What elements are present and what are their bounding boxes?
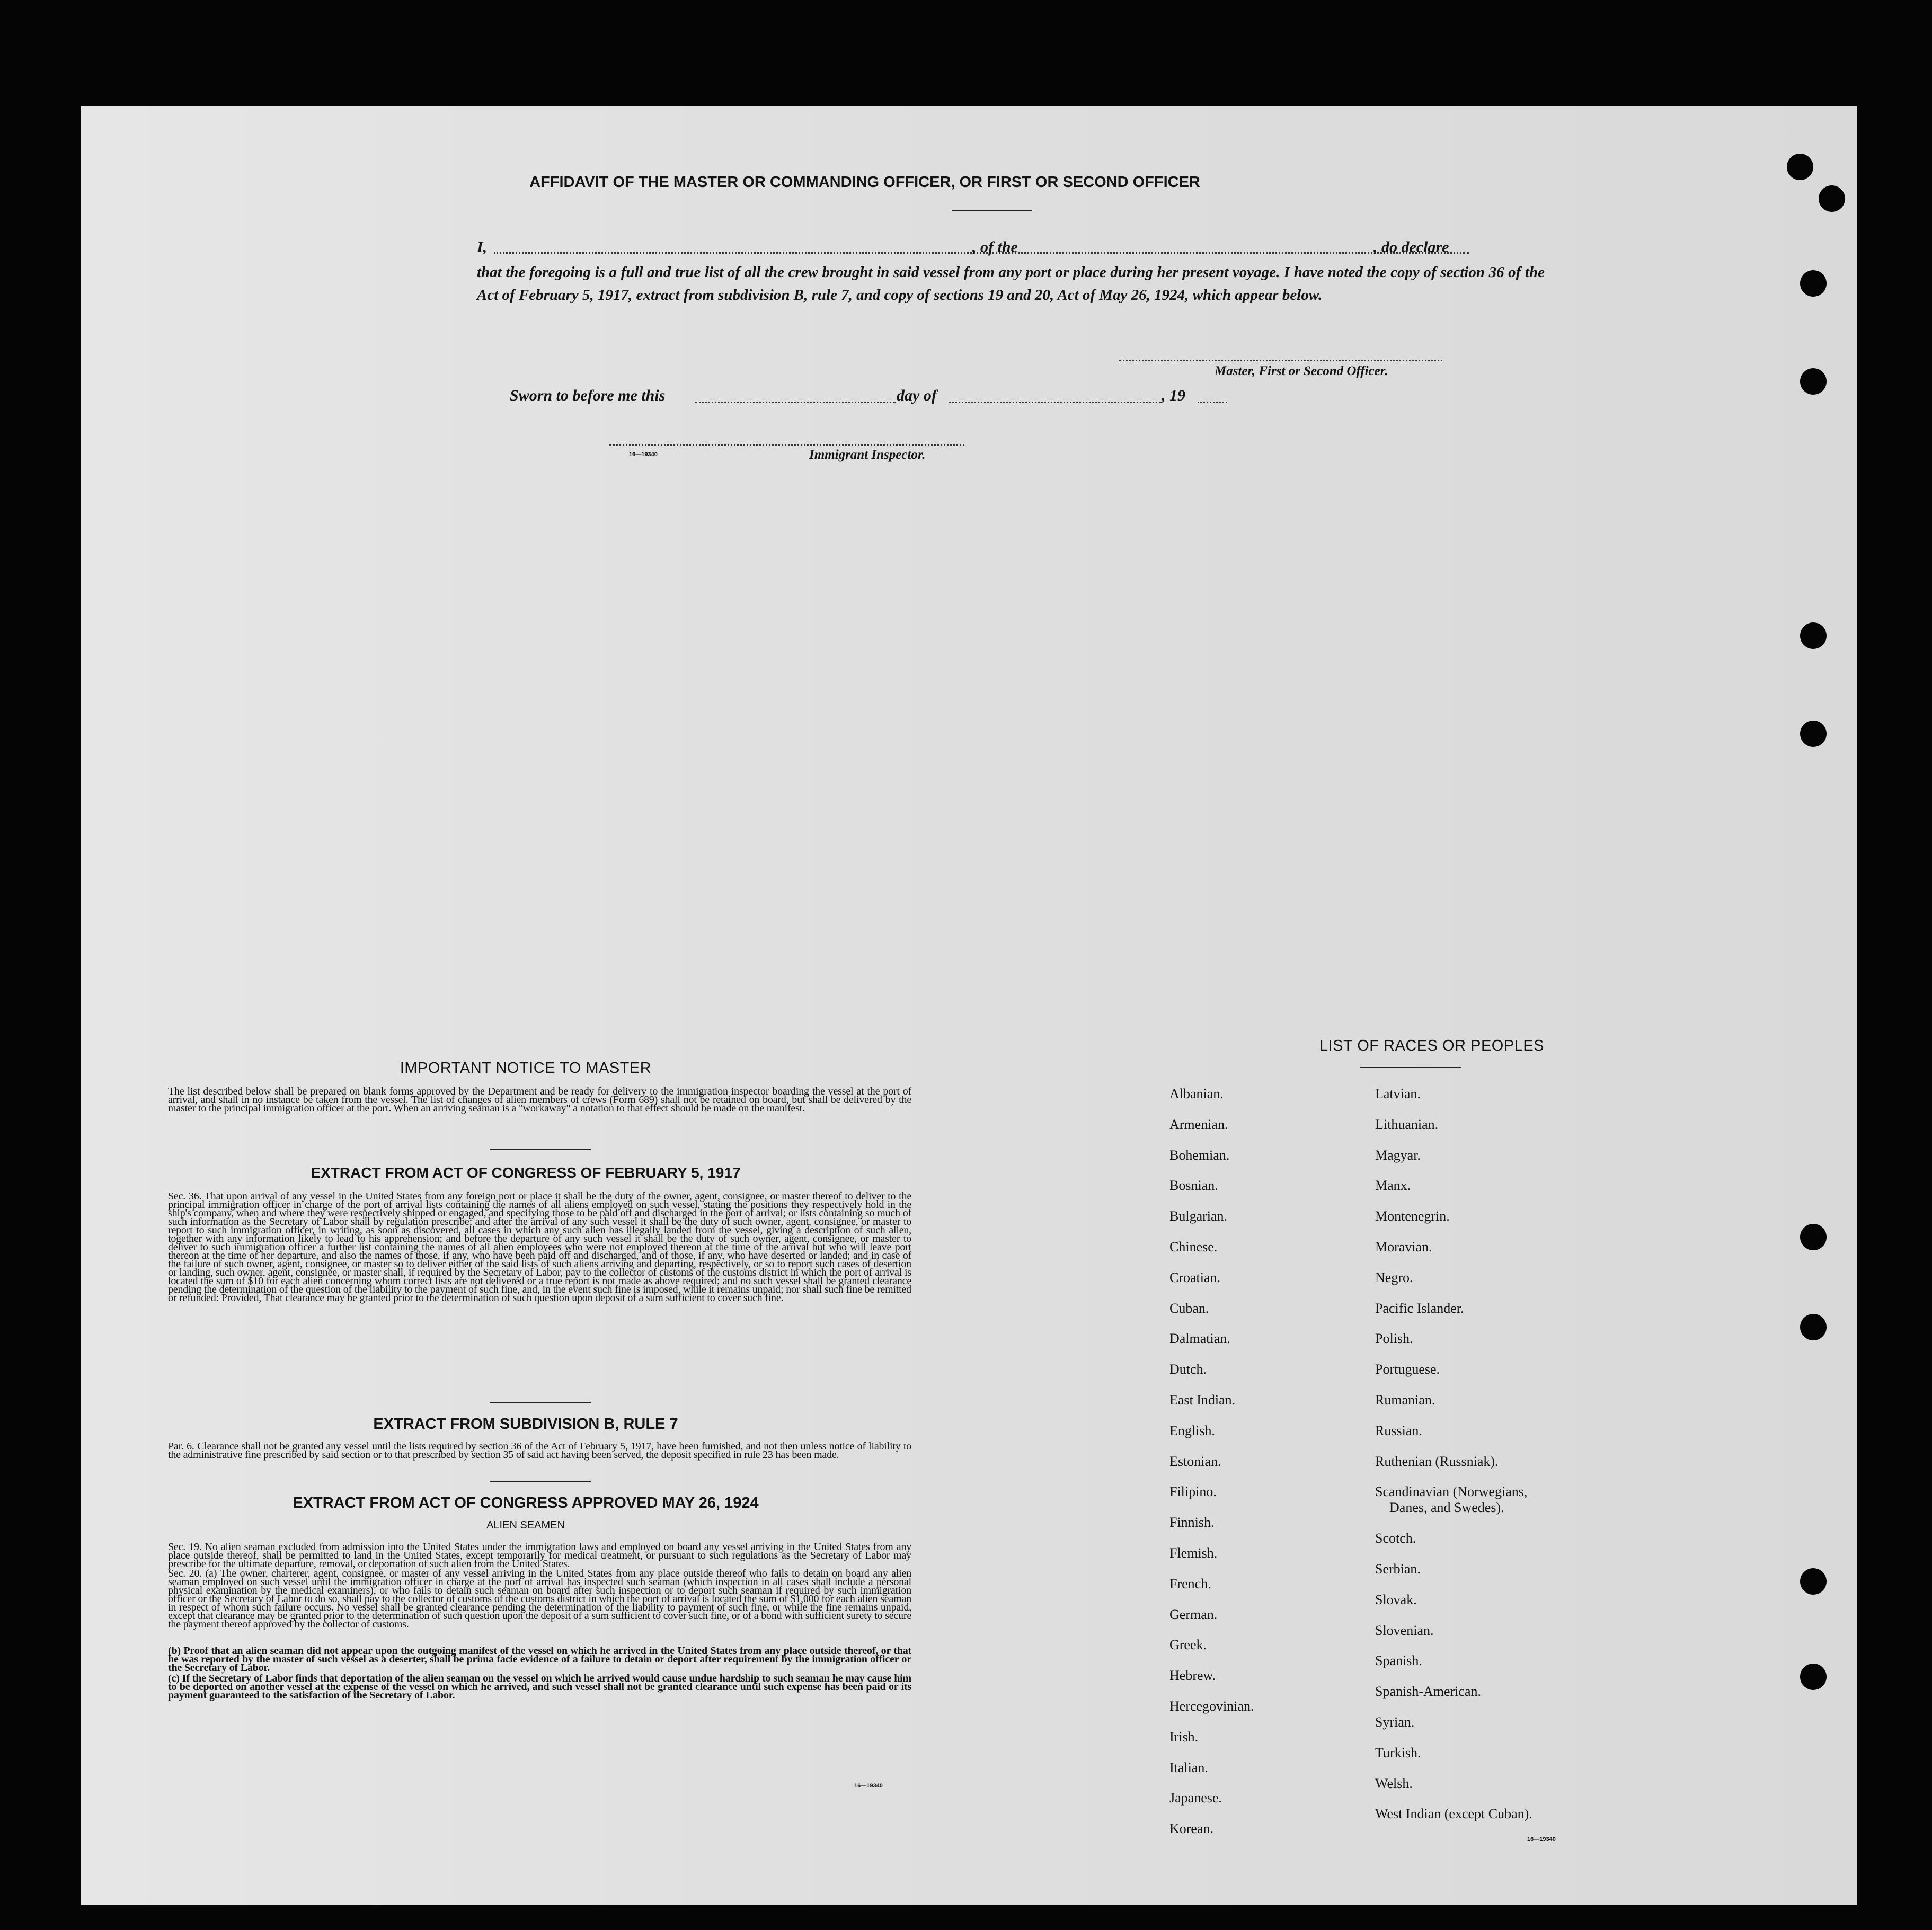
- form-number: 16—19340: [854, 1783, 883, 1789]
- sec-20c-text: (c) If the Secretary of Labor finds that deportation of the alien seaman on the vessel on which he arrived would cause undue hardship to such seaman he may cause him to be deported on another vessel at the expense of the vessel on which he arrived, and such vessel shall not be granted clearance until such expense has been paid or its payment guaranteed to the satisfaction of the Secretary of Labor.: [168, 1673, 911, 1701]
- race-item: Rumanian.: [1375, 1392, 1435, 1408]
- month-field[interactable]: [949, 402, 1162, 403]
- race-item: Portuguese.: [1375, 1362, 1440, 1377]
- affidavit-body: that the foregoing is a full and true list of all the crew brought in said vessel from any port or place during her present voyage. I have noted the copy of section 36 of the Act of February 5, 1917, extract from subdivision B, rule 7, and copy of sections 19 and 20, Act of May 26, 1924, which appear below.: [477, 264, 1545, 304]
- races-title: LIST OF RACES OR PEOPLES: [1319, 1037, 1545, 1054]
- race-item: Manx.: [1375, 1178, 1411, 1194]
- form-number: 16—19340: [629, 451, 658, 458]
- inspector-line[interactable]: [609, 444, 964, 446]
- race-item: English.: [1169, 1422, 1215, 1438]
- race-item: Dalmatian.: [1169, 1331, 1230, 1347]
- punch-hole: [1819, 185, 1845, 212]
- race-item: Croatian.: [1169, 1269, 1221, 1285]
- race-item: Turkish.: [1375, 1745, 1421, 1760]
- sec-20b-text: (b) Proof that an alien seaman did not appear upon the outgoing manifest of the vessel on which he arrived in the United States from any place outside thereof, or that he was reported by the master of such vessel as a deserter, shall be prima facie evidence of a failure to detain or deport after requirement by the immigration officer or the Secretary of Labor.: [168, 1645, 911, 1674]
- race-item: Cuban.: [1169, 1300, 1209, 1316]
- race-item: Italian.: [1169, 1759, 1208, 1775]
- extract-1917-text: Sec. 36. That upon arrival of any vessel in the United States from any foreign port or place it shall be the duty of the owner, agent, consignee, or master thereof to deliver to the principal immigration officer in charge of the port of arrival lists containing the names of all aliens employed on such vessel, stating the positions they respectively hold in the ship's company, when and where they were respectively shipped or engaged, and specifying those to be paid off and discharged in the port of arrival; or lists containing so much of such information as the Secretary of Labor shall by regulation prescribe; and after the arrival of any such vessel it shall be the duty of such owner, agent, consignee, or master to report to such immigration officer, in writing, as soon as discovered, all cases in which any such alien has illegally landed from the vessel, giving a description of such alien, together with any information likely to lead to his apprehension; and before the departure of any such vessel it shall be the duty of such owner, agent, consignee, or master to deliver to such immigration officer a further list containing the names of all alien employees who were not employed thereon at the time of the arrival but who will leave port thereon at the time of her departure, and also the names of those, if any, who have been paid off and discharged, and of those, if any, who have deserted or landed; and in case of the failure of such owner, agent, consignee, or master so to deliver either of the said lists of such aliens arriving and departing, respectively, or so to report such cases of desertion or landing, such owner, agent, consignee, or master shall, if required by the Secretary of Labor, pay to the collector of customs of the customs district in which the port of arrival is located the sum of $10 for each alien concerning whom correct lists are not delivered or a true report is not made as above required; and no such vessel shall be granted clearance pending the determination of the question of the liability to the payment of such fine, and, in the event such fine is imposed, while it remains unpaid; nor shall such fine be remitted or refunded: Provided, That clearance may be granted prior to the determination of such question upon deposit of a sum sufficient to cover such fine.: [168, 1190, 911, 1304]
- declare-label: , do declare: [1373, 238, 1449, 256]
- affidavit-i: I,: [477, 238, 488, 256]
- races-underline: [1360, 1067, 1461, 1068]
- race-item: Scandinavian (Norwegians,: [1375, 1484, 1528, 1500]
- divider: [490, 1481, 591, 1482]
- punch-hole: [1800, 622, 1827, 649]
- sworn-label: Sworn to before me this: [510, 387, 666, 404]
- race-item: Bohemian.: [1169, 1147, 1230, 1163]
- race-item: Russian.: [1375, 1422, 1422, 1438]
- notice-text: The list described below shall be prepared on blank forms approved by the Department and be ready for delivery to the immigration inspector boarding the vessel at the port of arrival, and shall in no instance be taken from the vessel. The list of changes of alien members of crews (Form 689) shall not be retained on board, but shall be delivered by the master to the principal immigration officer at the port. When an arriving seaman is a "workaway" a notation to that effect should be made on the manifest.: [168, 1086, 911, 1114]
- sworn-date-field[interactable]: [695, 402, 896, 403]
- divider: [490, 1402, 591, 1403]
- race-item: Ruthenian (Russniak).: [1375, 1453, 1499, 1469]
- race-item: Lithuanian.: [1375, 1116, 1439, 1132]
- race-item: Albanian.: [1169, 1086, 1224, 1101]
- race-item: Hebrew.: [1169, 1668, 1216, 1684]
- race-item: Korean.: [1169, 1821, 1214, 1837]
- name-field[interactable]: [494, 252, 1048, 254]
- race-item: Flemish.: [1169, 1545, 1218, 1561]
- sec-20a-text: Sec. 20. (a) The owner, charterer, agent, consignee, or master of any vessel arriving in the United States from any place outside thereof who fails to detain on board any alien seaman employed on such vessel until the immigration officer in charge at the port of arrival has inspected such seaman (which inspection in all cases shall include a personal physical examination by the medical examiners), or who fails to detain such seaman on board after such inspection or to deport such seaman if required by such immigration officer or the Secretary of Labor to do so, shall pay to the collector of customs of the customs district in which the port of arrival is located the sum of $1,000 for each alien seaman in respect of whom such failure occurs. No vessel shall be granted clearance pending the determination of the liability to payment of such fine, or while the fine remains unpaid, except that clearance may be granted prior to the determination of such question upon the deposit of a sum sufficient to cover such fine, or of a bond with sufficient surety to secure the payment thereof approved by the collector of customs.: [168, 1568, 911, 1630]
- race-item: Scotch.: [1375, 1531, 1416, 1546]
- race-item: Pacific Islander.: [1375, 1300, 1464, 1316]
- race-item: Negro.: [1375, 1269, 1413, 1285]
- form-number: 16—19340: [1527, 1836, 1556, 1843]
- year-field[interactable]: [1198, 402, 1227, 403]
- subdivision-text: Par. 6. Clearance shall not be granted any vessel until the lists required by section 36 of the Act of February 5, 1917, have been furnished, and not then unless notice of liability to the administrative fine prescribed by said section or to that prescribed by section 35 of said act having been served, the deposit specified in rule 23 has been made.: [168, 1440, 911, 1461]
- race-item: Bosnian.: [1169, 1178, 1218, 1194]
- extract-1924-title: EXTRACT FROM ACT OF CONGRESS APPROVED MAY 26, 1924: [293, 1495, 759, 1511]
- race-item: West Indian (except Cuban).: [1375, 1806, 1532, 1822]
- race-item: Filipino.: [1169, 1484, 1217, 1500]
- extract-1917-title: EXTRACT FROM ACT OF CONGRESS OF FEBRUARY 5, 1917: [311, 1164, 741, 1181]
- race-item: Polish.: [1375, 1331, 1413, 1347]
- affidavit-title: AFFIDAVIT OF THE MASTER OR COMMANDING OFFICER, OR FIRST OR SECOND OFFICER: [529, 174, 1200, 191]
- race-item: Slovak.: [1375, 1591, 1417, 1607]
- race-item: Irish.: [1169, 1729, 1199, 1745]
- document-page: [81, 106, 1857, 1905]
- race-item: Latvian.: [1375, 1086, 1421, 1101]
- subdivision-title: EXTRACT FROM SUBDIVISION B, RULE 7: [373, 1416, 678, 1433]
- race-item: Serbian.: [1375, 1561, 1421, 1577]
- alien-seamen-subtitle: ALIEN SEAMEN: [486, 1519, 565, 1531]
- race-item: Japanese.: [1169, 1790, 1222, 1806]
- race-item: Estonian.: [1169, 1453, 1221, 1469]
- race-item: German.: [1169, 1606, 1218, 1622]
- signature-label: Master, First or Second Officer.: [1215, 364, 1388, 378]
- race-item: Montenegrin.: [1375, 1208, 1450, 1224]
- race-item: Finnish.: [1169, 1515, 1215, 1531]
- race-item: Slovenian.: [1375, 1622, 1434, 1638]
- punch-hole: [1800, 1314, 1827, 1340]
- sec-19-text: Sec. 19. No alien seaman excluded from admission into the United States under the immigration laws and employed on board any vessel arriving in the United States from any place outside thereof, shall be permitted to land in the United States, except temporarily for medical treatment, or pursuant to such regulations as the Secretary of Labor may prescribe for the ultimate departure, removal, or deportation of such alien from the United States.: [168, 1541, 911, 1570]
- race-item: Magyar.: [1375, 1147, 1421, 1163]
- punch-hole: [1800, 1664, 1827, 1690]
- race-item: Spanish.: [1375, 1653, 1422, 1669]
- punch-hole: [1800, 721, 1827, 747]
- race-item: Welsh.: [1375, 1775, 1413, 1791]
- race-item: Chinese.: [1169, 1239, 1218, 1255]
- title-underline: [952, 210, 1032, 211]
- divider: [490, 1149, 591, 1150]
- of-the-label: , of the: [972, 238, 1018, 256]
- punch-hole: [1800, 270, 1827, 297]
- race-item: Hercegovinian.: [1169, 1698, 1254, 1714]
- race-item: Moravian.: [1375, 1239, 1432, 1255]
- race-item: Bulgarian.: [1169, 1208, 1228, 1224]
- punch-hole: [1800, 1224, 1827, 1250]
- year-label: , 19: [1162, 387, 1185, 404]
- inspector-label: Immigrant Inspector.: [809, 448, 926, 462]
- race-item: Greek.: [1169, 1637, 1207, 1653]
- race-item: Spanish-American.: [1375, 1684, 1482, 1700]
- signature-line[interactable]: [1119, 360, 1442, 361]
- day-of-label: day of: [897, 387, 937, 404]
- notice-title: IMPORTANT NOTICE TO MASTER: [400, 1060, 652, 1077]
- race-item: East Indian.: [1169, 1392, 1236, 1408]
- race-item: Syrian.: [1375, 1714, 1415, 1730]
- race-item: French.: [1169, 1576, 1211, 1591]
- race-item: Danes, and Swedes).: [1389, 1500, 1504, 1516]
- race-item: Dutch.: [1169, 1362, 1207, 1377]
- punch-hole: [1787, 154, 1813, 180]
- punch-hole: [1800, 1568, 1827, 1595]
- punch-hole: [1800, 368, 1827, 395]
- race-item: Armenian.: [1169, 1116, 1228, 1132]
